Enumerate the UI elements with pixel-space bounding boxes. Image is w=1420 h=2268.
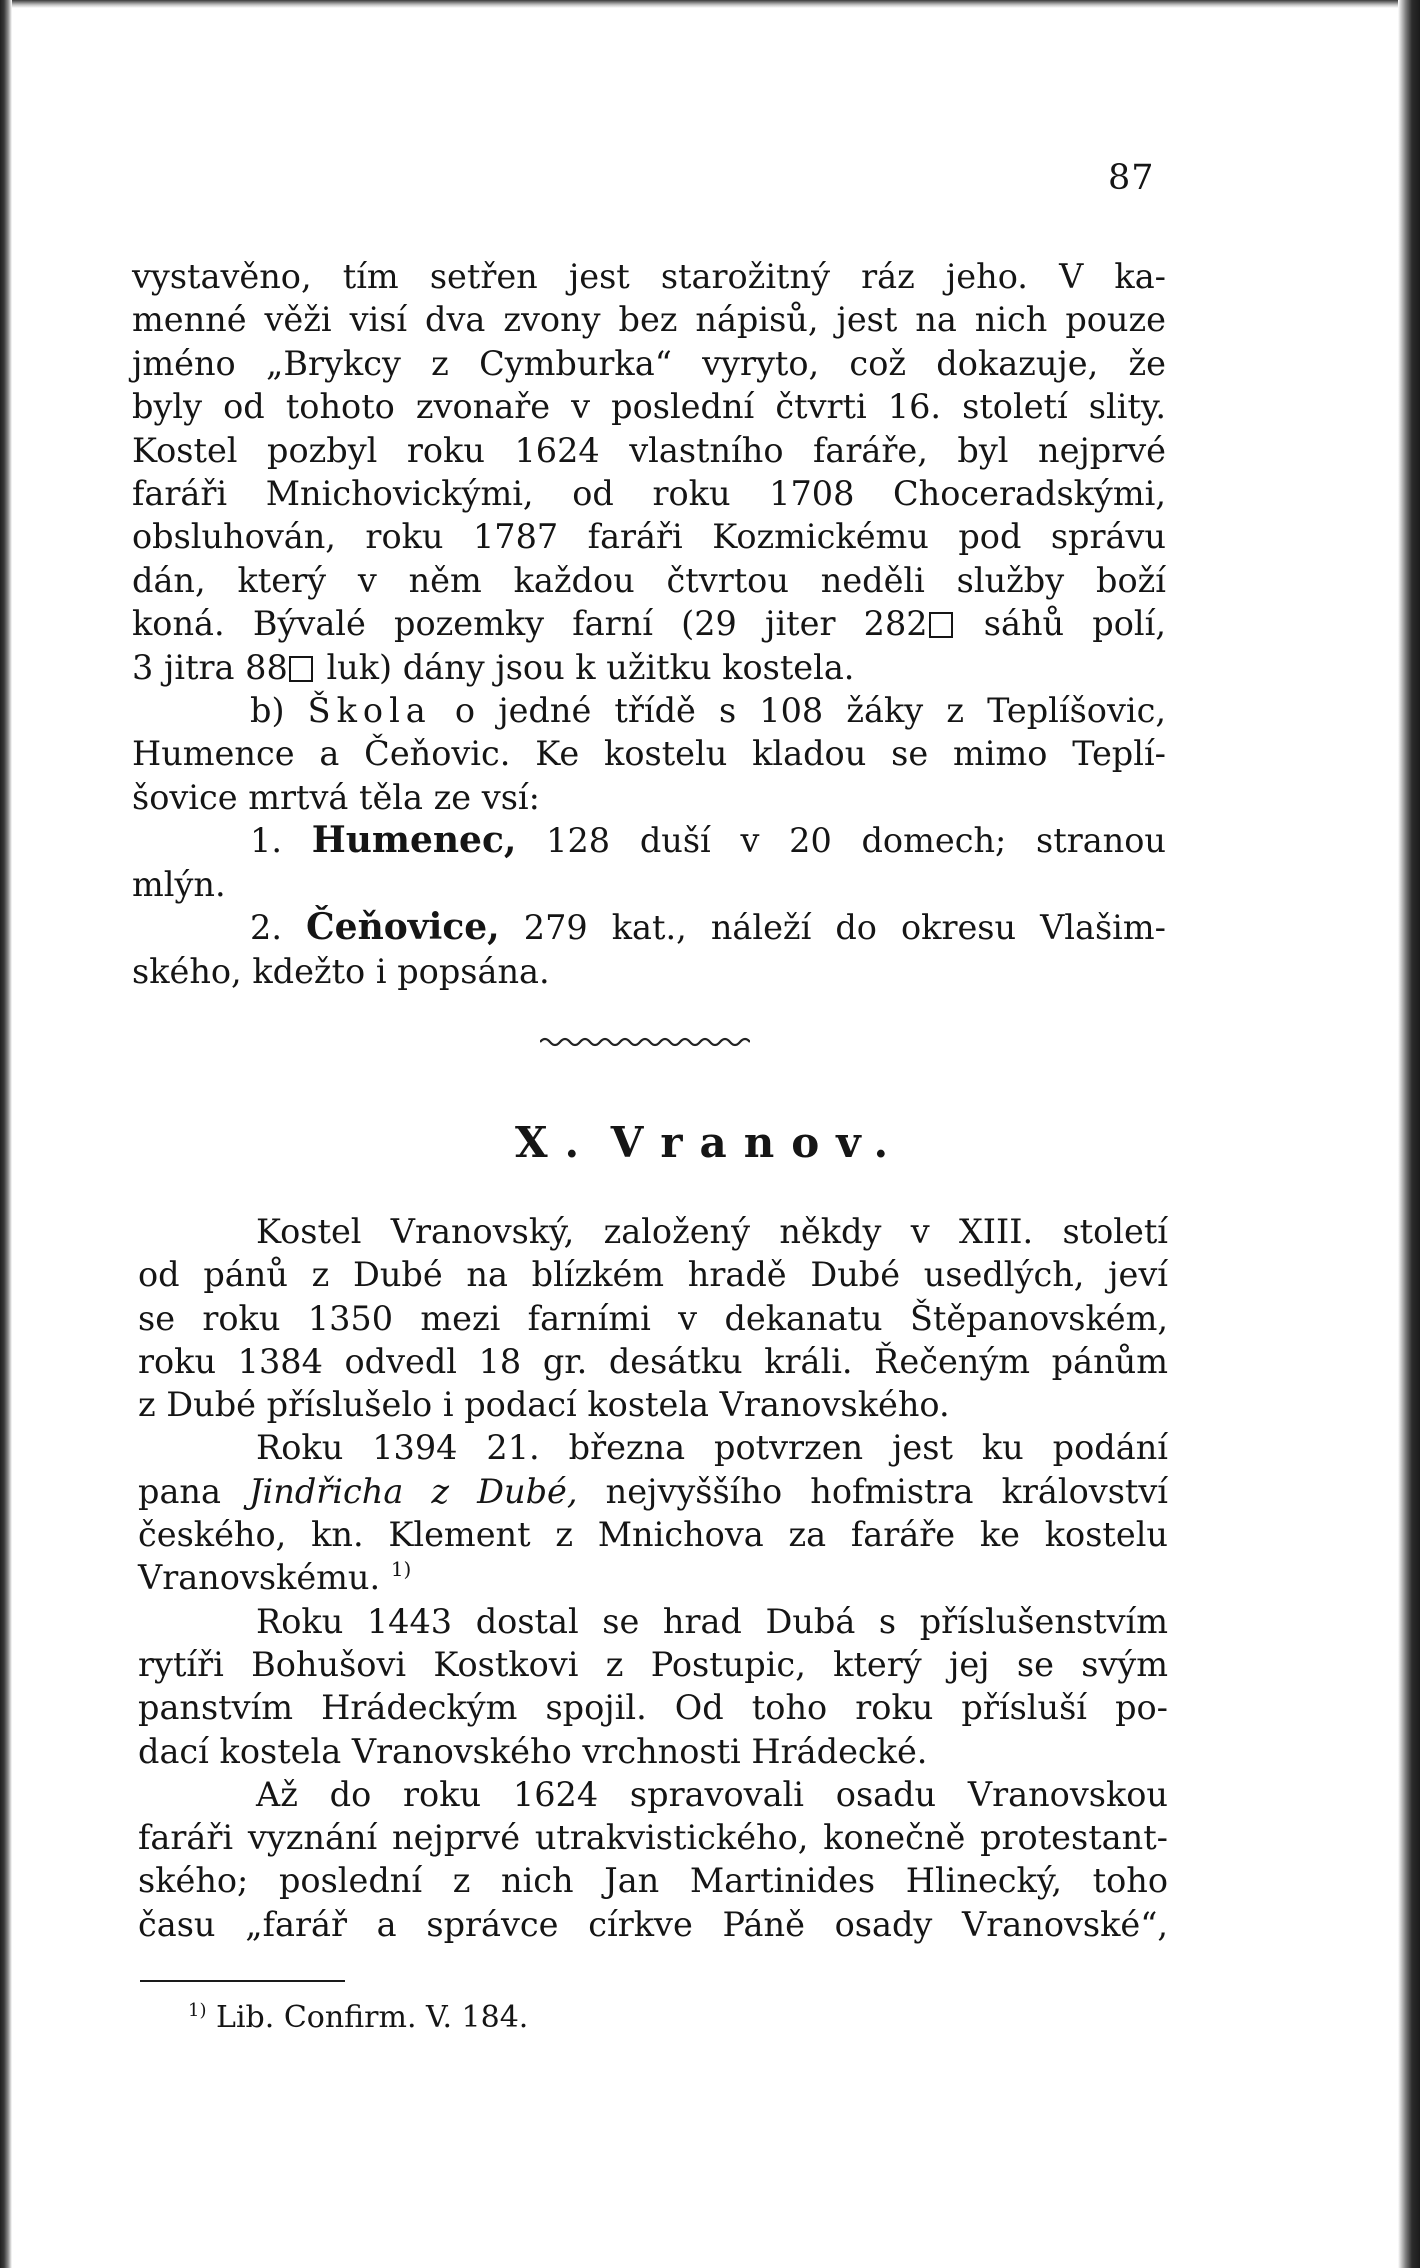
footnote-marker: 1) <box>188 2000 207 2021</box>
text-line: Humence a Čeňovic. Ke kostelu kladou se mimo Teplí- <box>132 734 1166 774</box>
text-line: mlýn. <box>132 864 226 904</box>
text-segment: pana <box>138 1471 221 1511</box>
text-line: Kostel pozbyl roku 1624 vlastního faráře, byl nejprvé <box>132 430 1166 470</box>
wavy-divider-ornament <box>540 1034 750 1050</box>
text-segment: o jedné třídě s 108 žáky z Teplíšovic, <box>454 691 1166 731</box>
italic-name: Jindřicha z Dubé, <box>249 1471 578 1511</box>
text-line: Roku 1443 dostal se hrad Dubá s příslušenstvím <box>256 1601 1168 1641</box>
text-line: od pánů z Dubé na blízkém hradě Dubé usedlých, jeví <box>138 1255 1168 1295</box>
text-line <box>132 906 1166 949</box>
text-line: roku 1384 odvedl 18 gr. desátku králi. Řečeným pánům <box>138 1341 1168 1381</box>
text-line: dací kostela Vranovského vrchnosti Hrádecké. <box>138 1731 928 1771</box>
footnote <box>188 2000 528 2035</box>
footnote-text: Lib. Confirm. V. 184. <box>216 2000 529 2035</box>
text-segment: 3 jitra 88 <box>132 647 288 687</box>
section-text <box>138 1210 1168 1946</box>
text-line: ského; poslední z nich Jan Martinides Hlinecký, toho <box>138 1861 1168 1901</box>
paragraph <box>138 1773 1168 1946</box>
text-line: dán, který v něm každou čtvrtou neděli služby boží <box>132 560 1166 600</box>
upper-text <box>132 255 1166 993</box>
text-line: času „farář a správce církve Páně osady Vranovské“, <box>138 1904 1168 1944</box>
paragraph <box>132 255 1166 689</box>
text-segment: koná. Bývalé pozemky farní (29 jiter 282 <box>132 604 928 644</box>
text-segment: Vranovskému. <box>138 1558 381 1598</box>
text-line: vystavěno, tím setřen jest starožitný ráz jeho. V ka- <box>132 257 1166 296</box>
place-name: Čeňovice, <box>306 906 500 949</box>
section-heading <box>0 1118 1420 1167</box>
text-line <box>132 689 1166 732</box>
text-line: byly od tohoto zvonaře v poslední čtvrti 16. století slity. <box>132 387 1166 427</box>
list-item <box>132 819 1166 906</box>
footnote-reference: 1) <box>390 1557 412 1582</box>
text-line: jméno „Brykcy z Cymburka“ vyryto, což dokazuje, že <box>132 343 1166 383</box>
text-line: Kostel Vranovský, založený někdy v XIII. století <box>256 1212 1168 1251</box>
spaced-term: Škola <box>307 691 432 731</box>
text-line: menné věži visí dva zvony bez nápisů, jest na nich pouze <box>132 300 1166 340</box>
text-line: obsluhován, roku 1787 faráři Kozmickému pod správu <box>132 517 1166 557</box>
text-line: rytíři Bohušovi Kostkovi z Postupic, který jej se svým <box>138 1644 1168 1684</box>
text-line: ského, kdežto i popsána. <box>132 951 550 991</box>
paragraph <box>138 1210 1168 1426</box>
section-title: Vranov. <box>610 1118 906 1167</box>
text-segment: sáhů polí, <box>983 604 1166 644</box>
paragraph <box>138 1426 1168 1599</box>
paragraph <box>132 689 1166 819</box>
text-segment: luk) dány jsou k užitku kostela. <box>326 647 855 687</box>
text-line <box>132 646 1166 689</box>
text-line <box>132 819 1166 862</box>
text-line: českého, kn. Klement z Mnichova za faráře ke kostelu <box>138 1515 1168 1555</box>
text-line: Roku 1394 21. března potvrzen jest ku podání <box>256 1428 1168 1468</box>
text-line <box>138 1556 1168 1599</box>
text-line: faráři vyznání nejprvé utrakvistického, konečně protestant- <box>138 1818 1168 1858</box>
text-segment: 279 kat., náleží do okresu Vlašim- <box>523 908 1166 948</box>
square-unit-symbol <box>289 656 313 682</box>
text-line <box>132 602 1166 645</box>
text-line: faráři Mnichovickými, od roku 1708 Choceradskými, <box>132 474 1166 514</box>
list-number: 2. <box>250 908 282 948</box>
paragraph <box>138 1600 1168 1773</box>
text-line: Až do roku 1624 spravovali osadu Vranovskou <box>256 1774 1168 1814</box>
place-name: Humenec, <box>311 819 517 862</box>
text-segment: 128 duší v 20 domech; stranou <box>546 821 1166 861</box>
text-segment: nejvyššího hofmistra království <box>605 1471 1169 1511</box>
list-number: 1. <box>250 821 282 861</box>
text-line: se roku 1350 mezi farními v dekanatu Štěpanovském, <box>138 1298 1168 1338</box>
text-line: panstvím Hrádeckým spojil. Od toho roku přísluší po- <box>138 1688 1168 1728</box>
text-segment: b) <box>250 691 285 731</box>
text-line: z Dubé příslušelo i podací kostela Vranovského. <box>138 1385 950 1425</box>
page-number: 87 <box>1108 158 1155 198</box>
text-line: šovice mrtvá těla ze vsí: <box>132 777 540 817</box>
footnote-rule <box>140 1980 345 1982</box>
section-number: X. <box>514 1118 597 1167</box>
text-line <box>138 1470 1168 1513</box>
scan-top-edge <box>12 0 1400 8</box>
list-item <box>132 906 1166 993</box>
square-unit-symbol <box>929 612 953 638</box>
